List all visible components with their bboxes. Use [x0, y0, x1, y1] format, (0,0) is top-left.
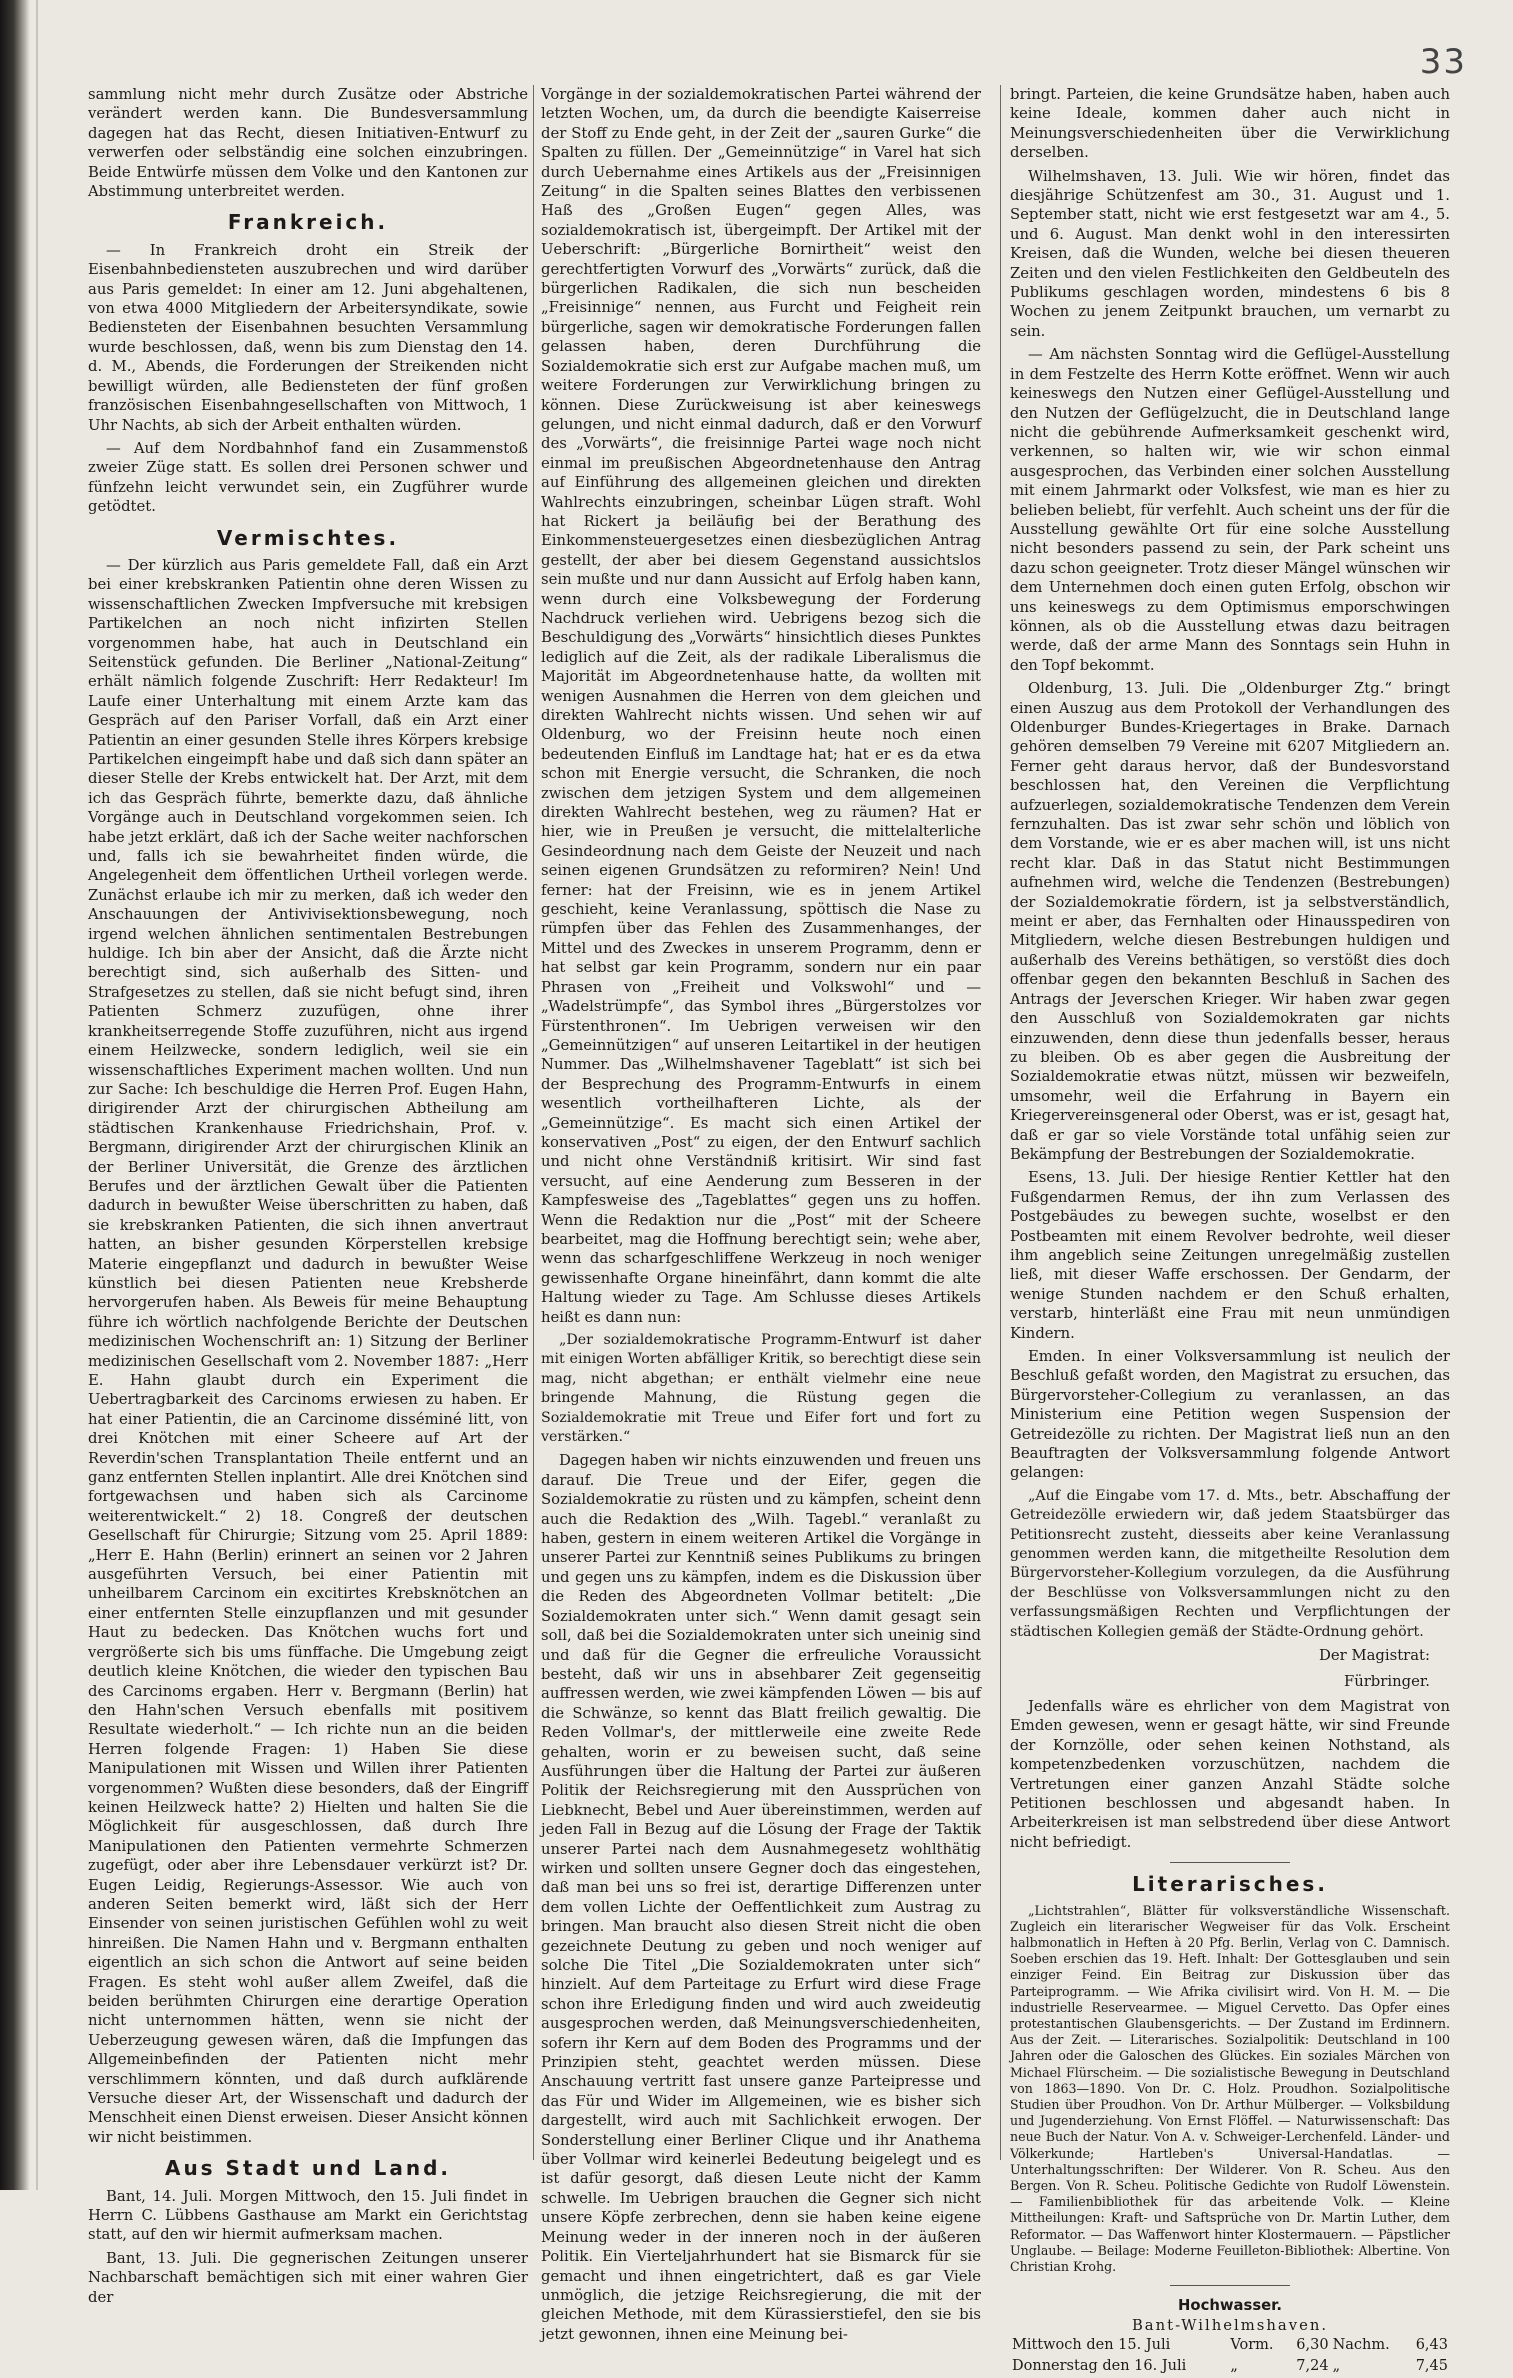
block-quote: „Der sozialdemokratische Programm-Entwurf ist daher mit einigen Worten abfälliger Kritik, so berechtigt diese sein mag, nicht abgethan; er enthält vielmehr eine neue bringende Mahnung, die Rüstung gegen die Sozialdemokratie mit Treue und Eifer fort und fort zu verstärken.“ — [541, 1332, 981, 1446]
article-paragraph: Bant, 13. Juli. Die gegnerischen Zeitungen unserer Nachbarschaft bemächtigen sich mit einer wahren Gier der — [88, 2249, 528, 2306]
tide-table-subtitle: Bant-Wilhelmshaven. — [1131, 2316, 1329, 2334]
article-paragraph: — Der kürzlich aus Paris gemeldete Fall, daß ein Arzt bei einer krebskranken Patientin ohne deren Wissen zu wissenschaftlichen Zwecken Impfversuche mit krebsigen Partikelchen an noch nicht infizirten Stellen vorgenommen habe, hat auch in Deutschland ein Seitenstück gefunden. Die Berliner „National-Zeitung“ erhält nämlich folgende Zuschrift: Herr Redakteur! Im Laufe einer Unterhaltung mit einem Arzte kam das Gespräch auf den Pariser Vorfall, daß ein Arzt einer Patientin an einer gesunden Stelle ihres Körpers krebsige Partikelchen eingeimpft habe und daß sich dann später an dieser Stelle der Krebs entwickelt hat. Der Arzt, mit dem ich das Gespräch führte, bemerkte dazu, daß ähnliche Vorgänge auch in Deutschland vorgekommen seien. Ich habe jetzt erklärt, daß ich der Sache weiter nachforschen und, falls ich sie bewahrheitet finden würde, die Angelegenheit dem öffentlichen Urtheil vorlegen werde. Zunächst erlaube ich mir zu merken, daß ich weder den Anschauungen der Antivivisektionsbewegung, noch irgend welchen ähnlichen sentimentalen Bestrebungen huldige. Ich bin aber der Ansicht, daß die Ärzte nicht berechtigt sind, sich außerhalb des Sitten- und Strafgesetzes zu stellen, daß sie nicht befugt sind, ihren Patienten Schmerz zuzufügen, ohne ihrer krankheitserregende Stoffe zuzuführen, nicht aus irgend einem Heilzwecke, sondern lediglich, weil sie ein wissenschaftliches Experiment machen wollten. Und nun zur Sache: Ich beschuldige die Herren Prof. Eugen Hahn, dirigirender Arzt der chirurgischen Abtheilung am städtischen Krankenhause Friedrichshain, Prof. v. Bergmann, dirigirender Arzt der chirurgischen Klinik an der Berliner Universität, die Grenze des ärztlichen Berufes und der ärztlichen Gewalt über die Patienten dadurch in bewußter Weise überschritten zu haben, daß sie krebskranken Patienten, die sich ihnen anvertraut hatten, an bisher gesunden Körperstellen krebsige Materie eingepflanzt und dadurch in bewußter Weise künstlich bei diesen Patienten neue Krebsherde hervorgerufen haben. Als Beweis für meine Behauptung führe ich wörtlich nachfolgende Berichte der Deutschen medizinischen Wochenschrift an: 1) Sitzung der Berliner medizinischen Gesellschaft vom 2. November 1887: „Herr E. Hahn glaubt durch ein Experiment die Uebertragbarkeit des Carcinoms erwiesen zu haben. Er hat einer Patientin, die an Carcinome disséminé litt, von drei Knötchen mit einer Scheere auf Art der Reverdin'schen Transplantation Theile entfernt und an ganz entfernten Stellen inplantirt. Alle drei Knötchen sind fortgewachsen und haben sich als Carcinome weiterentwickelt.“ 2) 18. Congreß der deutschen Gesellschaft für Chirurgie; Sitzung vom 25. April 1889: „Herr E. Hahn (Berlin) erinnert an seinen vor 2 Jahren ausgeführten Versuch, bei einer Patientin mit unheilbarem Carcinom ein excitirtes Krebsknötchen an einer entfernten Stelle einzupflanzen und mit gesunder Haut zu bedecken. Das Knötchen wuchs fort und vergrößerte sich bis ums fünffache. Die Umgebung zeigt deutlich kleine Knötchen, die wieder den typischen Bau des Carcinoms ergaben. Herr v. Bergmann (Berlin) hat den Hahn'schen Versuch ebenfalls mit positivem Resultate wiederholt.“ — Ich richte nun an die beiden Herren folgende Fragen: 1) Haben Sie diese Manipulationen mit Wissen und Willen ihrer Patienten vorgenommen? Wußten diese besonders, daß der Eingriff keinen Heilzweck hatte? 2) Hielten und halten Sie die Möglichkeit für ausgeschlossen, daß durch Ihre Manipulationen den Patienten vermehrte Schmerzen zugefügt, oder aber ihre Lebensdauer verkürzt ist? Dr. Eugen Leidig, Regierungs-Assessor. Wie auch von anderen Seiten bemerkt wird, läßt sich der Herr Einsender von seinen juristischen Gefühlen wohl zu weit hinreißen. Die Namen Hahn und v. Bergmann enthalten eigentlich an sich schon die Antwort auf seine beiden Fragen. Es steht wohl außer allem Zweifel, daß die beiden berühmten Chirurgen eine derartige Operation nicht unternommen hätten, wenn sie nicht der Ueberzeugung gewesen wären, daß die Impfungen das Allgemeinbefinden der Patienten nicht mehr verschlimmern könnten, und daß durch aufklärende Versuche dieser Art, der Wissenschaft und dadurch der Menschheit einen Dienst erweisen. Dieser Ansicht können wir nicht beistimmen. — [88, 556, 528, 2146]
column-rule — [1000, 85, 1001, 2160]
article-paragraph: Oldenburg, 13. Juli. Die „Oldenburger Ztg.“ bringt einen Auszug aus dem Protokoll der Verhandlungen des Oldenburger Bundes-Kriegertages in Brake. Darnach gehören demselben 79 Vereine mit 6207 Mitgliedern an. Ferner geht daraus hervor, daß der Bundesvorstand beschlossen hat, den Vereinen die Verpflichtung aufzuerlegen, sozialdemokratische Tendenzen dem Verein fernzuhalten. Das ist zwar sehr schön und löblich von dem Vorstande, wie er es aber machen will, ist uns nicht recht klar. Daß in das Statut nicht Bestimmungen aufnehmen wird, welche die Tendenzen (Bestrebungen) der Sozialdemokratie fördern, ist ja selbstverständlich, meint er aber, das Fernhalten oder Hinausspediren von Mitgliedern, welche diesen Bestrebungen huldigen und außerhalb des Vereins bethätigen, so verstößt dies doch offenbar gegen den bekannten Beschluß in Sachen des Antrags der Jeverschen Krieger. Wir haben zwar gegen den Ausschluß von Sozialdemokraten gar nichts einzuwenden, denn diese thun jedenfalls besser, heraus zu bleiben. Ob es aber gegen die Ausbreitung der Sozialdemokratie etwas nützt, müssen wir bezweifeln, umsomehr, weil die Erfahrung in Bayern ein Kriegervereinsgeneral oder Oberst, was er ist, gesagt hat, daß er gar so viele Vorstände total unfähig seien zur Bekämpfung der Bestrebungen der Sozialdemokratie. — [1010, 680, 1450, 1163]
tide-vorm-label: Vorm. — [1230, 2337, 1274, 2354]
section-heading-vermischtes: Vermischtes. — [216, 525, 400, 550]
section-heading-frankreich: Frankreich. — [227, 210, 389, 235]
signature-name: Fürbringer. — [1343, 1672, 1430, 1690]
article-paragraph: — Am nächsten Sonntag wird die Geflügel-Ausstellung in dem Festzelte des Herrn Kotte eröffnet. Wenn wir auch keineswegs den Nutzen einer Geflügel-Ausstellung und den Nutzen der Geflügelzucht, die in Deutschland lange nicht die gebührende Aufmerksamkeit geschenkt wird, verkennen, so halten wir, wie wir schon einmal ausgesprochen, das Verbinden einer solchen Ausstellung mit einem Jahrmarkt oder Volksfest, wie man es hier zu belieben beliebt, für verfehlt. Auch scheint uns der für die Ausstellung gewählte Ort für eine solche Ausstellung nicht besonders passend zu sein, der Park scheint uns dazu schon geeigneter. Trotz dieser Mängel wünschen wir dem Unternehmen doch einen guten Erfolg, obschon wir uns keineswegs zu dem Optimismus emporschwingen können, als ob die Ausstellung etwas dazu beitragen werde, daß der arme Mann des Sonntags sein Huhn in den Topf bekommt. — [1010, 346, 1450, 674]
tide-vorm: 7,24 — [1296, 2358, 1329, 2375]
binding-line — [36, 0, 38, 2190]
column-rule — [533, 85, 534, 2160]
section-heading-stadt-und-land: Aus Stadt und Land. — [164, 2156, 452, 2181]
article-paragraph: Jedenfalls wäre es ehrlicher von dem Magistrat von Emden gewesen, wenn er gesagt hätte, wir sind Freunde der Kornzölle, oder sehen keinen Nothstand, als kompetenzbedenken vorzuschützen, nachdem die Vertretungen einer ganzen Anzahl Städte solche Petitionen beschlossen und abgesandt haben. In Arbeiterkreisen ist man selbstredend über diese Antwort nicht befriedigt. — [1010, 1697, 1450, 1851]
article-paragraph: Esens, 13. Juli. Der hiesige Rentier Kettler hat den Fußgendarmen Remus, der ihn zum Verlassen des Postgebäudes zu bewegen suchte, woselbst er den Postbeamten mit einem Revolver bedrohte, weil dieser ihm angeblich seine Zeitungen unregelmäßig zustellen ließ, mit dieser Waffe erschossen. Der Gendarm, der wenige Stunden nachdem er den Schuß erhalten, verstarb, hinterläßt eine Frau mit neun unmündigen Kindern. — [1010, 1169, 1450, 1342]
tide-row — [1010, 2356, 1450, 2377]
article-paragraph: Vorgänge in der sozialdemokratischen Partei während der letzten Wochen, um, da durch die beendigte Kaiserreise der Stoff zu Ende geht, in der Zeit der „sauren Gurke“ die Spalten zu füllen. Der „Gemeinnützige“ in Varel hat sich durch Uebernahme eines Artikels aus der „Freisinnigen Zeitung“ in die Spalten seines Blattes den verbissenen Haß des „Großen Eugen“ gegen Alles, was sozialdemokratisch ist, übergeimpft. Der Artikel mit der Ueberschrift: „Bürgerliche Bornirtheit“ weist den gerechtfertigten Vorwurf des „Vorwärts“ zurück, daß die bürgerlichen Radikalen, die sich nun bescheiden „Freisinnige“ nennen, aus Furcht und Feigheit rein bürgerliche, sagen wir demokratische Forderungen fallen gelassen haben, deren Durchführung die Sozialdemokratie sich erst zur Aufgabe machen muß, um weitere Forderungen zur Verwirklichung bringen zu können. Diese Zurückweisung ist aber keineswegs gelungen, und nicht einmal dadurch, daß er den Vorwurf des „Vorwärts“, die freisinnige Partei wage noch nicht einmal im preußischen Abgeordnetenhause den Antrag auf Einführung des allgemeinen gleichen und direkten Wahlrechts einzubringen, scheinbar Lügen straft. Wohl hat Rickert ja beiläufig bei der Berathung des Einkommensteuergesetzes einen diesbezüglichen Antrag gestellt, der aber bei diesem Gegenstand aussichtslos sein mußte und nur dann Aussicht auf Erfolg haben kann, wenn durch eine Volksbewegung der Forderung Nachdruck verliehen wird. Uebrigens bezog sich die Beschuldigung des „Vorwärts“ hinsichtlich dieses Punktes lediglich auf die Zeit, als der radikale Liberalismus die Majorität im Abgeordnetenhause hatte, da wollten mit wenigen Ausnahmen die Herren von dem gleichen und direkten Wahlrecht nichts wissen. Und sehen wir auf Oldenburg, wo der Freisinn heute noch einen bedeutenden Einfluß im Landtage hat; hat er es da etwa schon mit Energie versucht, die Schranken, die noch zwischen dem jetzigen System und dem allgemeinen direkten Wahlrecht bestehen, weg zu räumen? Hat er hier, wie in Preußen je versucht, die mittelalterliche Gesindeordnung nach dem Geiste der Neuzeit und nach seinen eigenen Grundsätzen zu reformiren? Nein! Und ferner: hat der Freisinn, wie es in jenem Artikel geschieht, keine Veranlassung, spöttisch die Nase zu rümpfen über das Fehlen des Zusammenhanges, der Mittel und des Zweckes in unserem Programm, denn er hat selbst gar kein Programm, sondern nur ein paar Phrasen von „Freiheit und Volkswohl“ und — „Wadelstrümpfe“, das Symbol ihres „Bürgerstolzes vor Fürstenthronen“. Im Uebrigen verweisen wir den „Gemeinnützigen“ auf unseren Leitartikel in der heutigen Nummer. Das „Wilhelmshavener Tageblatt“ ist sich bei der Besprechung des Programm-Entwurfs in einem wesentlich vortheilhafteren Lichte, als der „Gemeinnützige“. Es macht sich einen Artikel der konservativen „Post“ zu eigen, der den Entwurf sachlich und nicht ohne Verständniß kritisirt. Wir sind fast versucht, auf eine Aenderung zum Besseren in der Kampfesweise des „Tageblattes“ gegen uns zu hoffen. Wenn die Redaktion nur die „Post“ mit der Scheere bearbeitet, mag die Hoffnung berechtigt sein; wehe aber, wenn das scharfgeschliffene Werkzeug in noch weniger gewissenhafte Organe hineinfährt, dann kommt die alte Haltung wieder zu Tage. Am Schlusse dieses Artikels heißt es dann nun: — [541, 86, 981, 1326]
tide-table — [1010, 2335, 1450, 2378]
column-3 — [1010, 85, 1450, 2375]
article-paragraph: Wilhelmshaven, 13. Juli. Wie wir hören, findet das diesjährige Schützenfest am 30., 31. August und 1. September statt, nicht wie erst festgesetzt war am 4., 5. und 6. August. Man denkt wohl in den interessirten Kreisen, daß die Wunden, welche bei diesen theueren Zeiten und den vielen Festlichkeiten den Geldbeuteln des Publikums geschlagen worden, mindestens 6 bis 8 Wochen zu jenem Zeitpunkt brauchen, um vernarbt zu sein. — [1010, 167, 1450, 340]
tide-row — [1010, 2335, 1450, 2356]
article-paragraph: bringt. Parteien, die keine Grundsätze haben, haben auch keine Ideale, kommen daher auch nicht in Meinungsverschiedenheiten über die Verwirklichung derselben. — [1010, 86, 1450, 162]
article-paragraph: Dagegen haben wir nichts einzuwenden und freuen uns darauf. Die Treue und der Eifer, gegen die Sozialdemokratie zu rüsten und zu kämpfen, scheint denn auch die Redaktion des „Wilh. Tagebl.“ veranlaßt zu haben, gestern in einem weiteren Artikel die Vorgänge in unserer Partei zur Kenntniß seines Publikums zu bringen und gegen uns zu kämpfen, indem es die Diskussion über die Reden des Abgeordneten Vollmar betitelt: „Die Sozialdemokraten unter sich.“ Wenn damit gesagt sein soll, daß bei die Sozialdemokraten unter sich uneinig sind und daß für die Gegner die erfreuliche Voraussicht besteht, daß wir uns in absehbarer Zeit gegenseitig auffressen werden, wie zwei kämpfenden Löwen — bis auf die Schwänze, so kennt das Blatt freilich gewaltig. Die Reden Vollmar's, der mittlerweile eine zweite Rede gehalten, worin er zu beweisen sucht, daß seine Ausführungen über die Haltung der Partei zur äußeren Politik der Reichsregierung mit den Aussprüchen von Liebknecht, Bebel und Auer übereinstimmen, werden auf jeden Fall in Bezug auf die Lösung der Frage der Taktik unserer Partei nach dem Ausnahmegesetz wohlthätig wirken und sollten unsere Gegner doch das eingestehen, daß man bei uns so frei ist, derartige Differenzen unter dem vollen Lichte der Oeffentlichkeit zum Austrag zu bringen. Man braucht also diesen Streit nicht die oben gezeichnete Deutung zu geben und noch weniger auf solche Die Titel „Die Sozialdemokraten unter sich“ hinzielt. Auf dem Parteitage zu Erfurt wird diese Frage schon ihre Erledigung finden und wird auch zweideutig ausgesprochen werden, daß Meinungsverschiedenheiten, sofern ihr Kern auf dem Boden des Programms und der Prinzipien steht, geachtet werden müssen. Diese Anschauung vertritt fast unsere ganze Parteipresse und das Für und Wider im Allgemeinen, wie es bisher sich dargestellt, wird auch mit Sachlichkeit erwogen. Der Sonderstellung einer Berliner Clique und ihr Anathema über Vollmar wird keinerlei Bedeutung beigelegt und es ist dafür gesorgt, daß diesen Leute nicht der Kamm schwelle. Im Uebrigen brauchen die Gegner sich nicht unsere Köpfe zerbrechen, denn sie haben keine eigene Meinung weder in der inneren noch in der äußeren Politik. Ein Vierteljahrhundert hat sie Bismarck für sie gemacht und ihnen eingetrichtert, daß es gar Viele unmöglich, die jetzige Reichsregierung, die mit der gleichen Methode, mit dem Kürassierstiefel, den sie bis jetzt gewonnen, ihnen eine Meinung bei- — [541, 1452, 981, 2343]
separator-rule — [1170, 2285, 1290, 2286]
tide-nachm: 6,43 — [1415, 2337, 1448, 2354]
section-heading-literarisches: Literarisches. — [1132, 1872, 1328, 1897]
article-paragraph: Emden. In einer Volksversammlung ist neulich der Beschluß gefaßt worden, den Magistrat zu ersuchen, das Bürgervorsteher-Collegium zu veranlassen, an das Ministerium eine Petition wegen Suspension der Getreidezölle zu richten. Der Magistrat ließ nun an den Beauftragten der Volksversammlung folgende Antwort gelangen: — [1010, 1348, 1450, 1482]
tide-day: Mittwoch den 15. Juli — [1012, 2337, 1171, 2354]
tide-day: Donnerstag den 16. Juli — [1012, 2358, 1187, 2375]
article-paragraph: Bant, 14. Juli. Morgen Mittwoch, den 15. Juli findet in Herrn C. Lübbens Gasthause am Markt ein Gerichtstag statt, auf den wir hiermit aufmerksam machen. — [88, 2187, 528, 2244]
signature-label: Der Magistrat: — [1319, 1647, 1430, 1665]
column-2 — [541, 85, 981, 2343]
tide-nachm: 7,45 — [1415, 2358, 1448, 2375]
article-paragraph: — In Frankreich droht ein Streik der Eisenbahnbediensteten auszubrechen und wird darüber aus Paris gemeldet: In einer am 12. Juni abgehaltenen, von etwa 4000 Mitgliedern der Arbeitersyndikate, sowie Bediensteten der Eisenbahnen besuchten Versammlung wurde beschlossen, daß, wenn bis zum Dienstag den 14. d. M., Abends, die Forderungen der Streikenden nicht bewilligt würden, alle Bediensteten der fünf großen französischen Eisenbahngesellschaften von Mittwoch, 1 Uhr Nachts, ab sich der Arbeit enthalten würden. — [88, 241, 528, 434]
literature-notice: „Lichtstrahlen“, Blätter für volksverständliche Wissenschaft. Zugleich ein literarischer Wegweiser für das Volk. Erscheint halbmonatlich in Heften à 20 Pfg. Berlin, Verlag von C. Damnisch. Soeben erschien das 19. Heft. Inhalt: Der Gottesglauben und sein einziger Feind. Ein Beitrag zur Diskussion über das Parteiprogramm. — Wie Afrika civilisirt wird. Von H. M. — Die industrielle Reservearmee. — Miguel Cervetto. Das Opfer eines protestantischen Glaubensgerichts. — Der Zustand im Erdinnern. Aus der Zeit. — Literarisches. Sozialpolitik: Deutschland in 100 Jahren oder die Galoschen des Glückes. Ein soziales Märchen von Michael Flürscheim. — Die sozialistische Bewegung in Deutschland von 1863—1890. Von Dr. C. Holz. Proudhon. Sozialpolitische Studien über Proudhon. Von Dr. Arthur Mülberger. — Volksbildung und Jugenderziehung. Von Ernst Flöffel. — Naturwissenschaft: Das neue Buch der Natur. Von A. v. Schweiger-Lerchenfeld. Länder- und Völkerkunde; Hartleben's Universal-Handatlas. — Unterhaltungsschriften: Der Wilderer. Von R. Scheu. Aus den Bergen. Von R. Scheu. Politische Gedichte von Rudolf Löwenstein. — Familienbibliothek für das arbeitende Volk. — Kleine Mittheilungen: Kraft- und Saftsprüche von Dr. Martin Luther, dem Reformator. — Das Waffenwort hinter Klostermauern. — Päpstlicher Unglaube. — Beilage: Moderne Feuilleton-Bibliothek: Albertine. Von Christian Krohg. — [1010, 1902, 1450, 2275]
tide-nachm-label: „ — [1332, 2358, 1341, 2375]
block-quote: „Auf die Eingabe vom 17. d. Mts., betr. Abschaffung der Getreidezölle erwiedern wir, daß jedem Staatsbürger das Petitionsrecht zusteht, diesseits aber keine Veranlassung genommen werden kann, die mitgetheilte Resolution dem Bürgervorsteher-Kollegium vorzulegen, da die Ausführung der Beschlüsse von Volksversammlungen nicht zu den verfassungsmäßigen Rechten und Verpflichtungen der städtischen Kollegien gemäß der Städte-Ordnung gehört. — [1010, 1487, 1450, 1640]
column-1 — [88, 85, 528, 2306]
separator-rule — [1170, 1862, 1290, 1863]
tide-nachm-label: Nachm. — [1332, 2337, 1390, 2354]
tide-table-title: Hochwasser. — [1178, 2297, 1282, 2315]
article-paragraph: — Auf dem Nordbahnhof fand ein Zusammenstoß zweier Züge statt. Es sollen drei Personen schwer und fünfzehn leicht verwundet sein, ein Zugführer wurde getödtet. — [88, 439, 528, 516]
tide-vorm-label: „ — [1230, 2358, 1238, 2375]
binding-edge — [0, 0, 30, 2190]
tide-vorm: 6,30 — [1296, 2337, 1329, 2354]
article-paragraph: sammlung nicht mehr durch Zusätze oder Abstriche verändert werden kann. Die Bundesversammlung dagegen hat das Recht, diesen Initiativen-Entwurf zu verwerfen oder selbständig eine solchen einzubringen. Beide Entwürfe müssen dem Volke und den Kantonen zur Abstimmung unterbreitet werden. — [88, 86, 528, 201]
page-number: 33 — [1419, 42, 1467, 82]
